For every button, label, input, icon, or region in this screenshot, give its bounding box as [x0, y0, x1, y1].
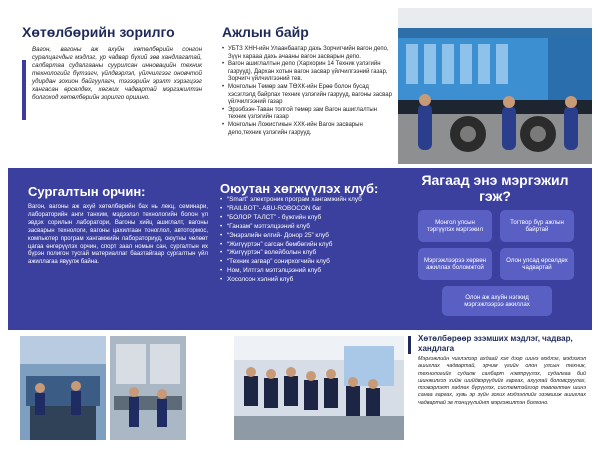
why-title: Яагаад энэ мэргэжил гэж? [421, 172, 569, 204]
clubs-title: Оюутан хөгжүүлэх клуб: [220, 181, 379, 196]
classroom-illustration [234, 336, 404, 440]
work-item: • Монголын Ложистикын ХХК-ийн Вагон засварын депо,техник үзлэгийн газрууд. [222, 122, 392, 137]
lab-illustration-1 [20, 336, 106, 440]
why-box-transferable: Мэргэжлээрээ хөрвөн ажиллах боломжтой [418, 248, 492, 280]
work-item: • Вагон ашиглалтын депо (Хархорин 14 Техник үзлэгийн газрууд), Дархан хотын вагон засвар үйлчилгээний газар, Зорчигч үйлчилгээний тев. [222, 61, 392, 84]
goal-text: Вагон, вагоны аж ахуйн хөтөлбөрийн сонгон суралцагчдыг мэдлэг, ур чадвар бүхий зөв хандлагатай, салбартаа судалгааны суурилсан инновацийн техник технологийг бүтээгч, үйлдвэрлэл, үйлчилгээг оновчтой удирдан зохион байгуулагч, тэзээрийн эрэлт хэрэгцээг хангасан өрсөлдөх, хөгжих чадвартай мэргэжилтэн болгоход хөтөлбөрийн зорилго оршино. [32, 46, 202, 101]
env-title: Сургалтын орчин: [28, 184, 146, 199]
lab-illustration-2 [110, 336, 186, 440]
work-item: • Эрээбээн-Таван толгой төмөр зам Вагон ашиглалтын техник үзлэгийн газар [222, 107, 392, 122]
clubs-list [220, 196, 390, 285]
club-item: • “Ганзам” мэтгэлцээний клуб [220, 223, 390, 232]
club-item: • Хосолсон хэлний клуб [220, 276, 390, 285]
work-item: • Монголын Төмөр зам ТӨХК-ийн Ерөө болон бусад хэсэглэлд байрлах техник үзлэгийн газрууд, вагоны засвар үйлчилгээний газар [222, 84, 392, 107]
why-box-stable-job: Тогтвор бүр ажлын байртай [500, 210, 574, 242]
lab-photo-1 [20, 336, 106, 440]
goal-accent-bar [22, 60, 26, 120]
club-item: • Ном, Илтгэл мэтгэлцээний клуб [220, 267, 390, 276]
work-list [222, 46, 392, 137]
program-text: Мэргэжлийн чиглэлээр ахдаай хэл дээр шинэ мэдлэг, мэдээлэл ашиглах чадвартай, эрчим үгийн олон улсын техник, технологийг судалж салбарт нэвтрүүлэх, судалгаа бий шинжилгээ хийж шийдвэрүүдийг гаргах, ахуулай боловсруулах, тээвэрлэлт хөдлөх бүрүүлэх, системтэйгээр төвлөлтөн шинэ санаа гаргах, хувь эр зүйн зохих мэдээллийг эзэмшиж ашиглах чадвартай эв тэнцүүлийнт мэргэжилтэн болгоно. [418, 356, 586, 406]
work-item: • УБТЗ ХНН-ийн Улаанбаатар дахь Зорчигчийн вагон депо, Зүүн харааа дахь ачааны вагон засварын депо. [222, 46, 392, 61]
why-box-many-employers: Олон аж ахуйн нэгжид мэргэжлээрээ ажиллах [442, 286, 552, 316]
club-item: • “Техник загвар” сонирхогчийн клуб [220, 258, 390, 267]
club-item: • “Жигүүртэн” сагсан бөмбөгийн клуб [220, 241, 390, 250]
locomotive-workshop-photo [398, 8, 592, 164]
club-item: • “Жигүүртэн” волейболын клуб [220, 249, 390, 258]
env-text: Вагон, вагоны аж ахуй хөтөлбөрийн бах нь лекц, семинари, лабораторийн анги танхим, мэдээлэл технологийн болон үл эвдэх сорилын лаборатори, Вагоны хийц ашиглалт, вагоны засварын технологи, вагоны цахилгаан тоноглол, автотормос, компьютер програм хангамжийн лабораториуд, оюутны чөлөөт цагаа өнгөрүүлэх орчин, спорт заал номын сан, сургалтын их бүрэн полигон тусгай материаллаг баазтайгаар сургалтын үйл ажиллагаа явуулж байна. [28, 204, 208, 266]
why-box-competitive: Олон улсад өрсөлдөх чадвартай [500, 248, 574, 280]
program-accent-bar [408, 336, 411, 354]
club-item: • “Энэрэлийн өлгий- Донор 25” клуб [220, 232, 390, 241]
lab-photo-2 [110, 336, 186, 440]
why-box-leading: Монгол улсын тэргүүлэх мэргэжил [418, 210, 492, 242]
locomotive-illustration [398, 8, 592, 164]
club-item: • “БОЛОР ТАЛСТ” - бүжгийн клуб [220, 214, 390, 223]
program-title: Хөтөлбөрөөр эзэмших мэдлэг, чадвар, хандлага [418, 334, 573, 353]
club-item: • “Smart” электроник програм хангамжийн клуб [220, 196, 390, 205]
club-item: • “RAILBOT”- ABU-ROBOCON баг [220, 205, 390, 214]
goal-title: Хөтөлбөрийн зорилго [22, 24, 175, 40]
work-title: Ажлын байр [222, 24, 309, 40]
classroom-photo [234, 336, 404, 440]
